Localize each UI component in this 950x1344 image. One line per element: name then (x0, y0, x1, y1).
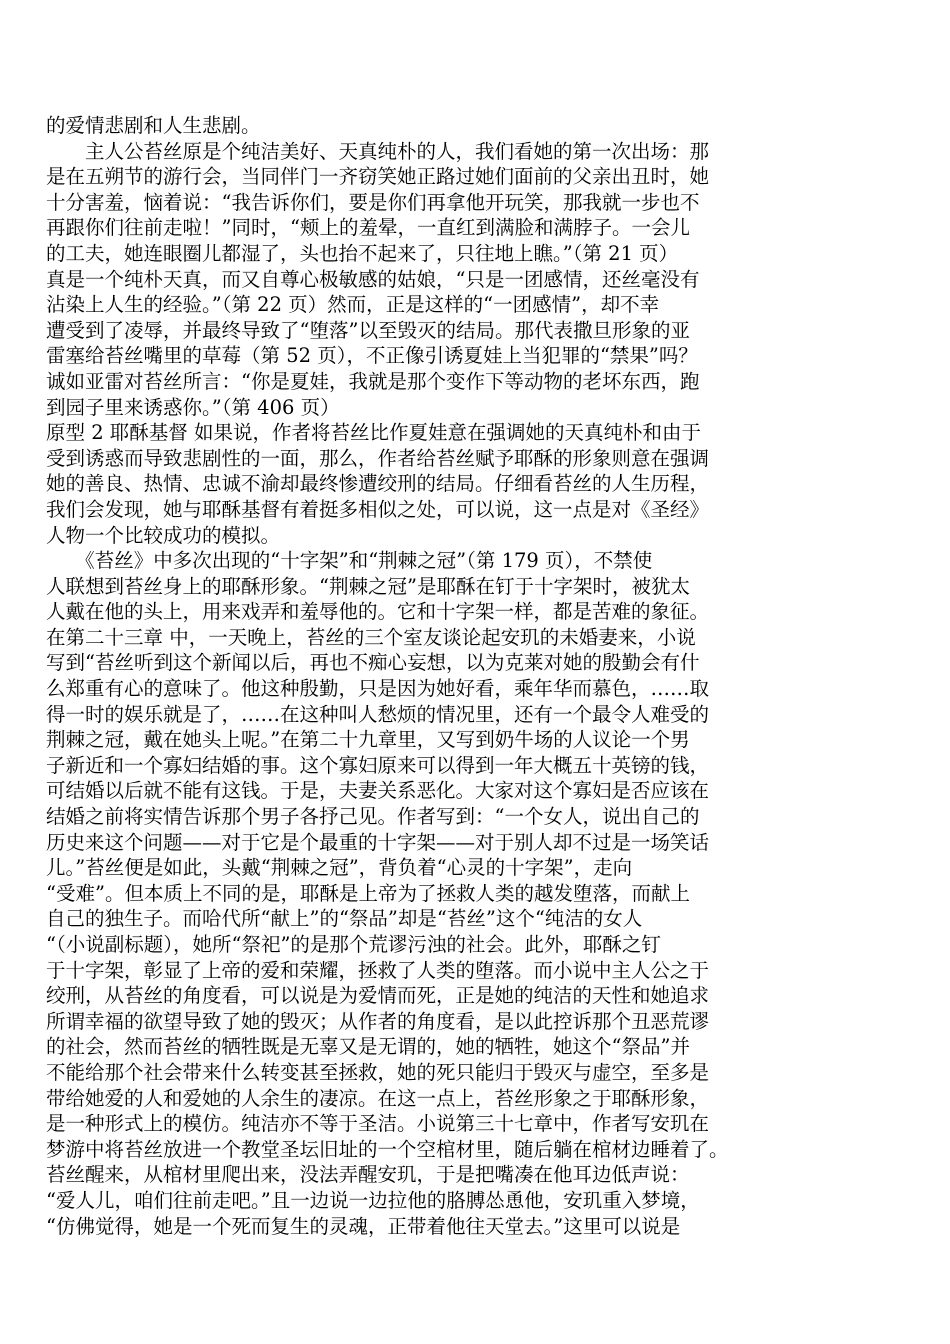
text-line: 结婚之前将实情告诉那个男子各抒己见。作者写到：“一个女人，说出自己的 (46, 805, 700, 829)
text-line: 的爱情悲剧和人生悲剧。 (46, 114, 261, 137)
text-line: 真是一个纯朴天真，而又自尊心极敏感的姑娘，“只是一团感情，还丝毫没有 (46, 267, 700, 291)
text-line: 雷塞给苔丝嘴里的草莓（第 52 页），不正像引诱夏娃上当犯罪的“禁果”吗？ (46, 344, 698, 368)
text-line: “爱人儿，咱们往前走吧。”且一边说一边拉他的胳膊怂恿他，安玑重入梦境， (46, 1188, 700, 1212)
text-line: 人物一个比较成功的模拟。 (46, 523, 281, 547)
text-line: “仿佛觉得，她是一个死而复生的灵魂，正带着他往天堂去。”这里可以说是 (46, 1214, 681, 1238)
text-line: 我们会发现，她与耶酥基督有着挺多相似之处，可以说，这一点是对《圣经》 (46, 497, 710, 521)
text-line: 不能给那个社会带来什么转变甚至拯救，她的死只能归于毁灭与虚空，至多是 (46, 1060, 710, 1084)
text-line: 《苔丝》中多次出现的“十字架”和“荆棘之冠”（第 179 页），不禁使 (46, 549, 653, 573)
text-line: 带给她爱的人和爱她的人余生的凄凉。在这一点上，苔丝形象之于耶酥形象， (46, 1086, 710, 1110)
text-line: 写到“苔丝听到这个新闻以后，再也不痴心妄想，以为克莱对她的殷勤会有什 (46, 651, 700, 675)
text-line: 原型 2 耶酥基督 如果说，作者将苔丝比作夏娃意在强调她的天真纯朴和由于 (46, 421, 702, 445)
text-line: 的工夫，她连眼圈儿都湿了，头也抬不起来了，只往地上瞧。”（第 21 页） (46, 241, 679, 265)
text-line: 十分害羞，恼着说：“我告诉你们，要是你们再拿他开玩笑，那我就一步也不 (46, 190, 700, 214)
text-line: 于十字架，彰显了上帝的爱和荣耀，拯救了人类的堕落。而小说中主人公之于 (46, 958, 710, 982)
text-line: 自己的独生子。而哈代所“献上”的“祭品”却是“苔丝”这个“纯洁的女人 (46, 907, 643, 931)
text-line: 再跟你们往前走啦！”同时，“颊上的羞晕，一直红到满脸和满脖子。一会儿 (46, 216, 690, 240)
text-line: 绞刑，从苔丝的角度看，可以说是为爱情而死，正是她的纯洁的天性和她追求 (46, 984, 710, 1008)
text-line: 沾染上人生的经验。”（第 22 页）然而，正是这样的“一团感情”，却不幸 (46, 293, 660, 317)
document-body (46, 113, 836, 1239)
text-line: 主人公苔丝原是个纯洁美好、天真纯朴的人，我们看她的第一次出场：那 (46, 139, 710, 163)
text-line: 历史来这个问题——对于它是个最重的十字架——对于别人却不过是一场笑话 (46, 830, 710, 854)
text-line: 得一时的娱乐就是了，……在这种叫人愁烦的情况里，还有一个最令人难受的 (46, 702, 710, 726)
text-line: 么郑重有心的意味了。他这种殷勤，只是因为她好看，乘年华而慕色，……取 (46, 677, 710, 701)
text-line: 子新近和一个寡妇结婚的事。这个寡妇原来可以得到一年大概五十英镑的钱， (46, 753, 710, 777)
text-line: 她的善良、热情、忠诚不渝却最终惨遭绞刑的结局。仔细看苔丝的人生历程， (46, 472, 710, 496)
text-line: “（小说副标题），她所“祭祀”的是那个荒谬污浊的社会。此外，耶酥之钉 (46, 933, 661, 956)
text-line: 人戴在他的头上，用来戏弄和羞辱他的。它和十字架一样，都是苦难的象征。 (46, 600, 710, 624)
text-line: 是在五朔节的游行会，当同伴门一齐窃笑她正路过她们面前的父亲出丑时，她 (46, 165, 710, 189)
text-line: 受到诱惑而导致悲剧性的一面，那么，作者给苔丝赋予耶酥的形象则意在强调 (46, 446, 710, 470)
text-line: “受难”。但本质上不同的是，耶酥是上帝为了拯救人类的越发堕落，而献上 (46, 881, 690, 905)
text-line: 所谓幸福的欲望导致了她的毁灭；从作者的角度看，是以此控诉那个丑恶荒谬 (46, 1009, 710, 1033)
text-line: 的社会，然而苔丝的牺牲既是无辜又是无谓的，她的牺牲，她这个“祭品”并 (46, 1035, 690, 1059)
text-line: 儿。”苔丝便是如此，头戴“荆棘之冠”，背负着“心灵的十字架”，走向 (46, 856, 633, 880)
text-line: 梦游中将苔丝放进一个教堂圣坛旧址的一个空棺材里，随后躺在棺材边睡着了。 (46, 1137, 729, 1161)
text-line: 人联想到苔丝身上的耶酥形象。“荆棘之冠”是耶酥在钉于十字架时，被犹太 (46, 574, 690, 598)
text-line: 在第二十三章 中，一天晚上，苔丝的三个室友谈论起安玑的未婚妻来，小说 (46, 625, 696, 649)
text-line: 荆棘之冠，戴在她头上呢。”在第二十九章里，又写到奶牛场的人议论一个男 (46, 728, 690, 752)
text-line: 到园子里来诱惑你。”（第 406 页） (46, 395, 340, 419)
text-line: 遭受到了凌辱，并最终导致了“堕落”以至毁灭的结局。那代表撒旦形象的亚 (46, 318, 690, 342)
text-line: 苔丝醒来，从棺材里爬出来，没法弄醒安玑，于是把嘴凑在他耳边低声说： (46, 1163, 690, 1187)
text-line: 可结婚以后就不能有这钱。于是，夫妻关系恶化。大家对这个寡妇是否应该在 (46, 779, 710, 803)
text-line: 诚如亚雷对苔丝所言：“你是夏娃，我就是那个变作下等动物的老坏东西，跑 (46, 369, 700, 393)
text-line: 是一种形式上的模仿。纯洁亦不等于圣洁。小说第三十七章中，作者写安玑在 (46, 1112, 710, 1136)
